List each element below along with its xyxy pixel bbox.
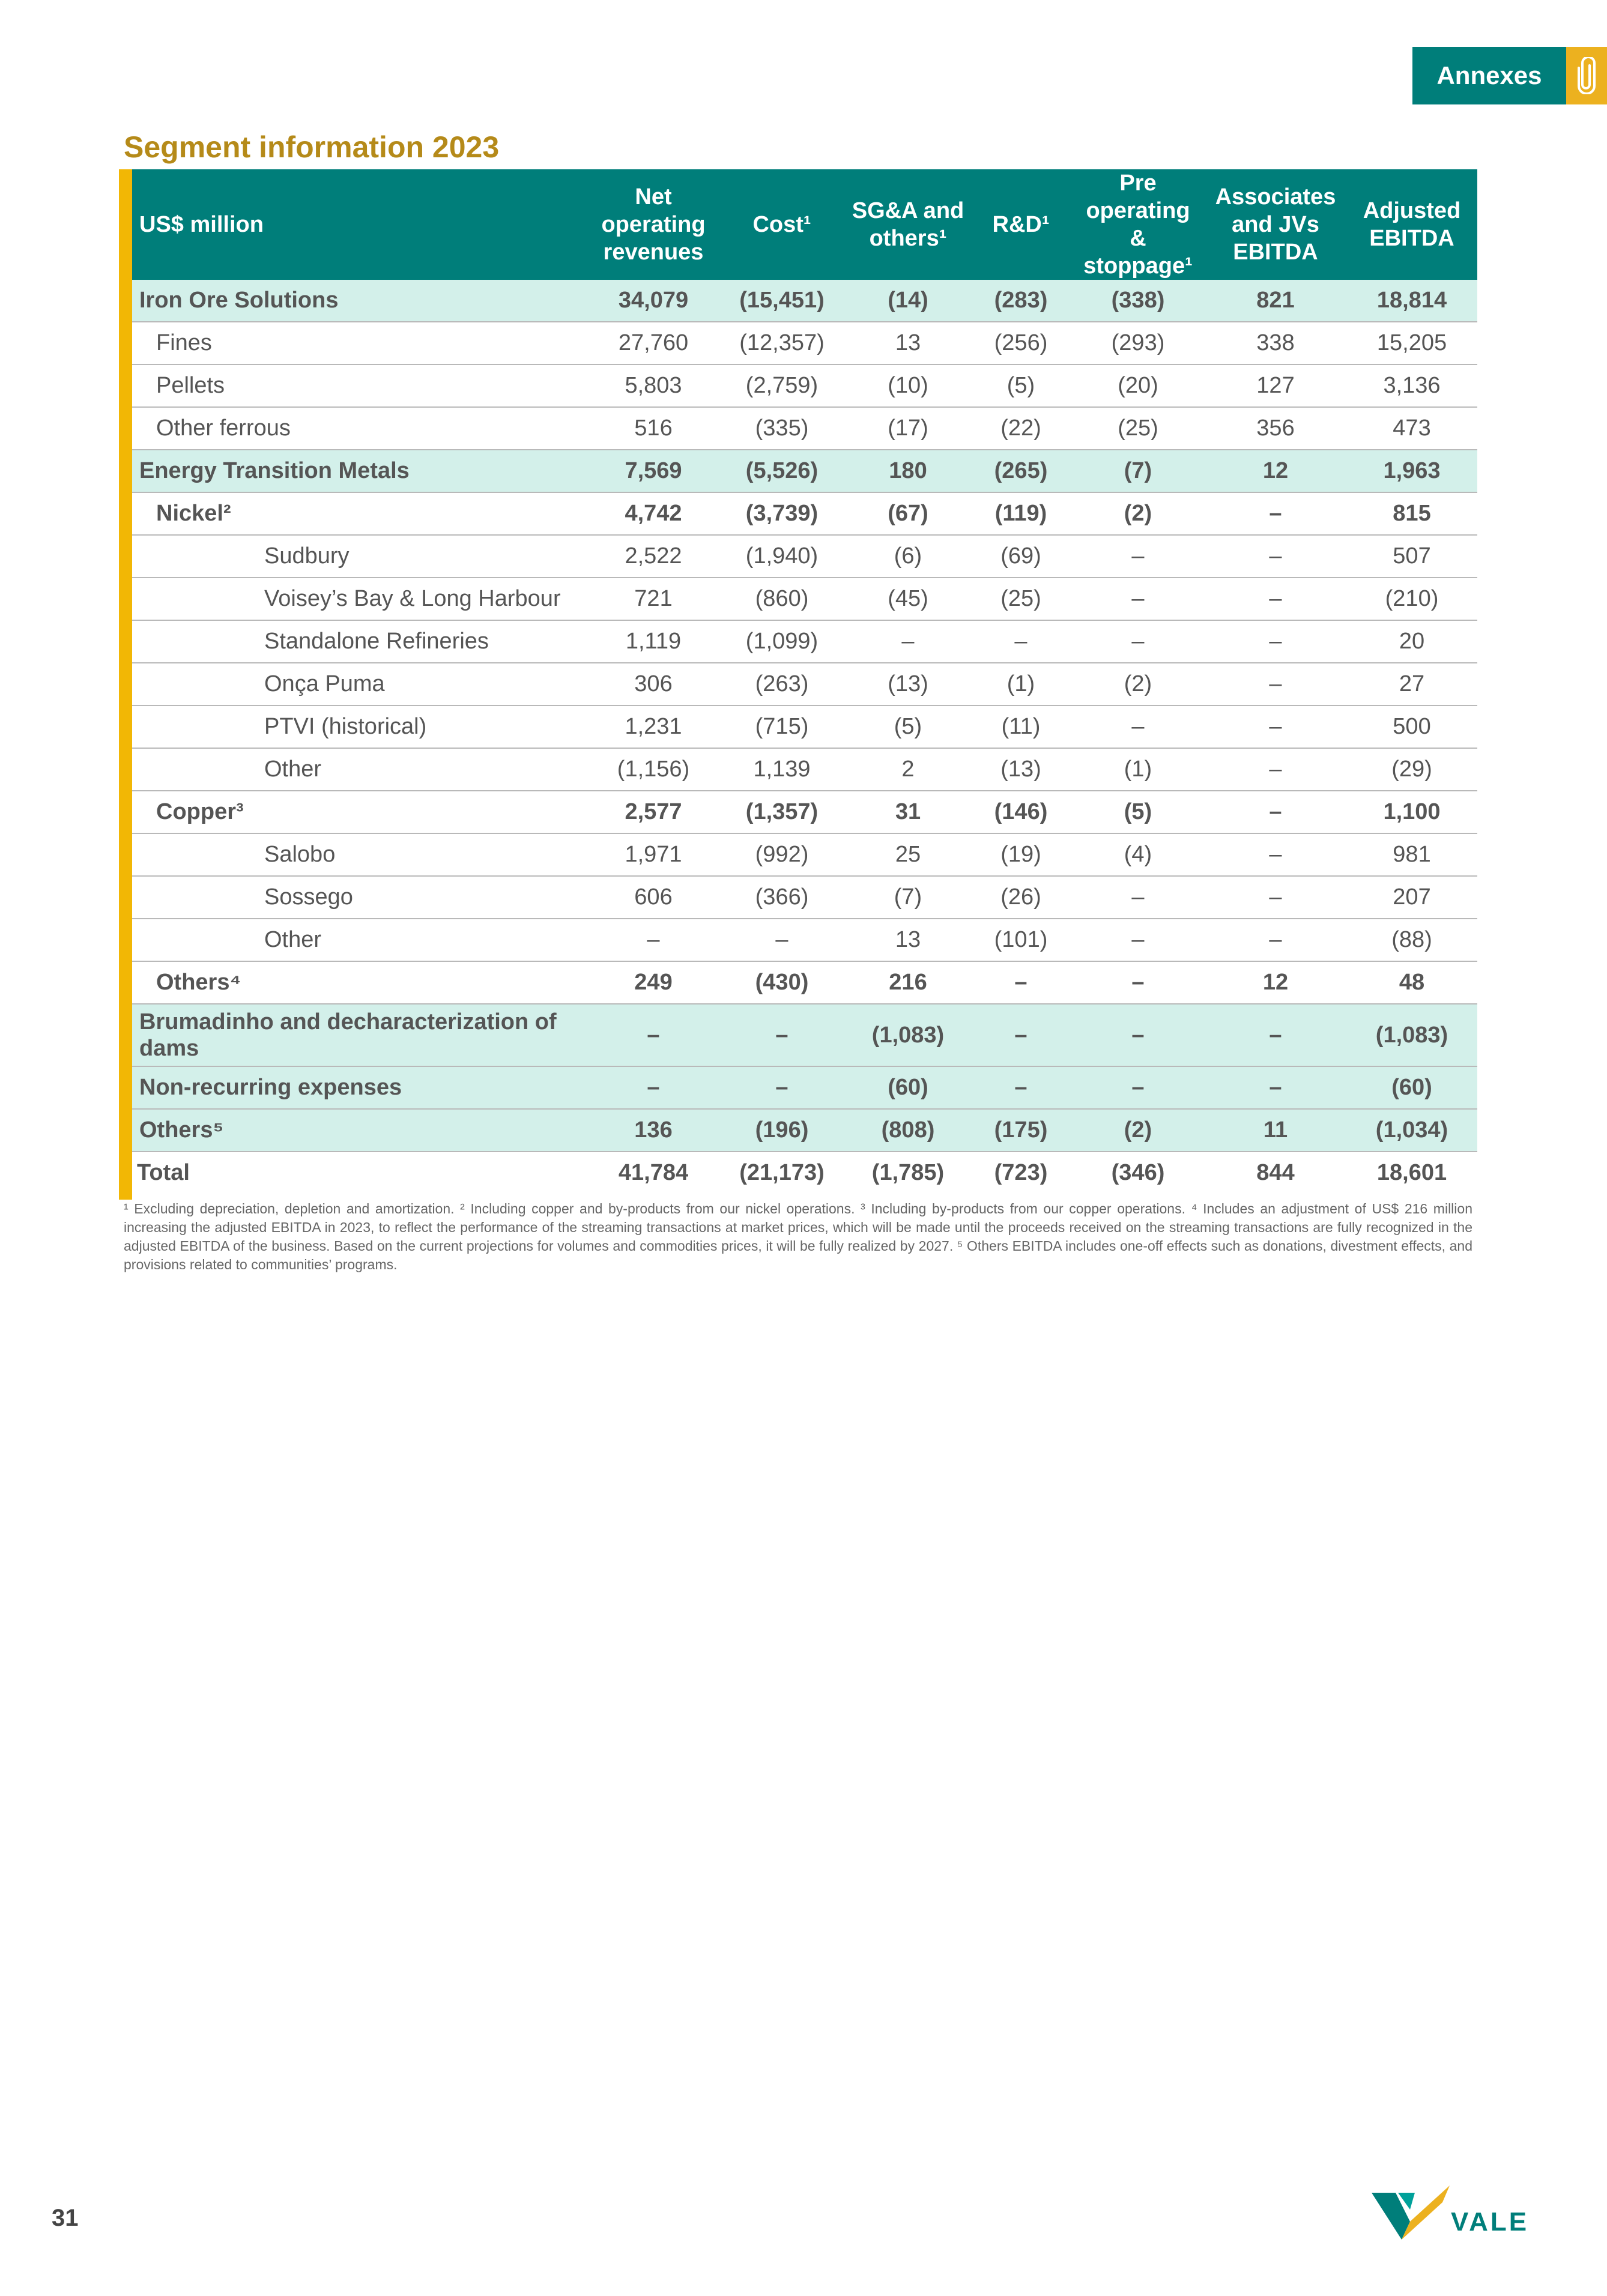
table-cell: 981: [1346, 833, 1477, 876]
row-label: Standalone Refineries: [132, 620, 589, 663]
row-label: Other: [132, 748, 589, 791]
vale-logo-text: VALE: [1451, 2207, 1530, 2237]
segment-table-body: [132, 280, 1477, 1194]
table-cell: (346): [1111, 1160, 1165, 1185]
table-cell: (2): [1071, 1109, 1205, 1152]
row-label: Copper³: [132, 791, 589, 833]
table-cell: (175): [970, 1109, 1071, 1152]
table-cell: (283): [970, 280, 1071, 322]
row-label: Other: [132, 919, 589, 961]
table-cell: 5,803: [589, 364, 718, 407]
table-cell: (25): [1071, 407, 1205, 450]
header-cell: Net operating revenues: [589, 169, 718, 280]
table-cell: 306: [589, 663, 718, 705]
row-label: Total: [137, 1160, 190, 1185]
table-cell: 2: [846, 748, 970, 791]
table-cell: 13: [846, 322, 970, 364]
table-cell: –: [1071, 876, 1205, 919]
row-label: PTVI (historical): [132, 705, 589, 748]
footnote: ¹ Excluding depreciation, depletion and amortization. ² Including copper and by-products from our nickel operations. ³ Including by-products from our copper operations. ⁴ Includes an adjustment of US$ 216 million increasing the adjusted EBITDA in 2023, to reflect the performance of the streaming transactions at market prices, which will be made until the proceeds received on the streaming transactions are fully recognized in the adjusted EBITDA of the business. Based on the current projections for volumes and commodities prices, it will be fully realized by 2027. ⁵ Others EBITDA includes one-off effects such as donations, divestment effects, and provisions related to communities’ programs.: [124, 1201, 1472, 1272]
table-cell: –: [1205, 1004, 1346, 1066]
row-label: Others⁴: [132, 961, 589, 1004]
page-title: Segment information 2023: [124, 130, 500, 164]
table-row: [132, 578, 1477, 620]
table-cell: –: [1205, 876, 1346, 919]
table-cell: –: [589, 1066, 718, 1109]
table-cell: (293): [1071, 322, 1205, 364]
table-cell: –: [1205, 833, 1346, 876]
header-cell: R&D¹: [970, 169, 1071, 280]
table-cell: –: [1205, 663, 1346, 705]
table-cell: 27: [1346, 663, 1477, 705]
table-cell: 12: [1205, 961, 1346, 1004]
table-cell: –: [1205, 492, 1346, 535]
table-cell: –: [589, 919, 718, 961]
table-cell: –: [1205, 535, 1346, 578]
table-cell: 844: [1256, 1160, 1295, 1185]
table-row: [132, 535, 1477, 578]
row-label: Onça Puma: [132, 663, 589, 705]
table-cell: 2,577: [589, 791, 718, 833]
table-cell: 4,742: [589, 492, 718, 535]
table-cell: (338): [1071, 280, 1205, 322]
table-cell: 356: [1205, 407, 1346, 450]
table-cell: (1): [970, 663, 1071, 705]
table-cell: (5): [970, 364, 1071, 407]
table-cell: (60): [1346, 1066, 1477, 1109]
table-cell: (7): [1071, 450, 1205, 492]
table-cell: 500: [1346, 705, 1477, 748]
table-cell: (1,083): [1346, 1004, 1477, 1066]
page-number: 31: [52, 2205, 79, 2231]
table-cell: 216: [846, 961, 970, 1004]
table-cell: (19): [970, 833, 1071, 876]
table-cell: (196): [718, 1109, 846, 1152]
header-cell: Adjusted EBITDA: [1346, 169, 1477, 280]
header-cell: US$ million: [132, 169, 589, 280]
table-cell: (13): [970, 748, 1071, 791]
row-label: Sossego: [132, 876, 589, 919]
table-cell: (6): [846, 535, 970, 578]
table-cell: (11): [970, 705, 1071, 748]
table-cell: –: [970, 1066, 1071, 1109]
table-cell: (2,759): [718, 364, 846, 407]
table-cell: 7,569: [589, 450, 718, 492]
row-label: Iron Ore Solutions: [132, 280, 589, 322]
row-label: Brumadinho and decharacterization of dams: [132, 1004, 589, 1066]
annexes-tab-accent: [1566, 47, 1607, 104]
table-cell: 15,205: [1346, 322, 1477, 364]
annexes-label: Annexes: [1436, 61, 1542, 89]
header-cell: Associates and JVs EBITDA: [1205, 169, 1346, 280]
table-cell: 1,119: [589, 620, 718, 663]
table-cell: –: [970, 961, 1071, 1004]
table-cell: 2,522: [589, 535, 718, 578]
table-cell: (2): [1071, 663, 1205, 705]
table-cell: (146): [970, 791, 1071, 833]
table-cell: –: [718, 1004, 846, 1066]
table-cell: –: [718, 1066, 846, 1109]
paperclip-icon: [1578, 57, 1596, 94]
table-cell: (101): [970, 919, 1071, 961]
table-cell: –: [1071, 1004, 1205, 1066]
table-cell: (1,785): [871, 1160, 945, 1185]
table-cell: 1,231: [589, 705, 718, 748]
table-cell: –: [1071, 535, 1205, 578]
table-cell: –: [1071, 1066, 1205, 1109]
table-cell: (335): [718, 407, 846, 450]
table-cell: 13: [846, 919, 970, 961]
table-cell: (808): [846, 1109, 970, 1152]
row-label: Non-recurring expenses: [132, 1066, 589, 1109]
table-cell: (1,156): [589, 748, 718, 791]
table-cell: (5): [1071, 791, 1205, 833]
table-cell: 821: [1205, 280, 1346, 322]
row-label: Other ferrous: [132, 407, 589, 450]
table-cell: 25: [846, 833, 970, 876]
row-label: Pellets: [132, 364, 589, 407]
table-cell: (210): [1346, 578, 1477, 620]
table-cell: (25): [970, 578, 1071, 620]
header-cell: SG&A and others¹: [846, 169, 970, 280]
table-cell: –: [1205, 620, 1346, 663]
row-label: Nickel²: [132, 492, 589, 535]
table-cell: –: [1205, 705, 1346, 748]
table-row: [132, 663, 1477, 705]
table-cell: (13): [846, 663, 970, 705]
segment-table: [132, 169, 1477, 1194]
table-cell: 31: [846, 791, 970, 833]
table-row: [132, 876, 1477, 919]
table-cell: –: [718, 919, 846, 961]
table-cell: 721: [589, 578, 718, 620]
table-cell: (22): [970, 407, 1071, 450]
table-cell: 20: [1346, 620, 1477, 663]
table-row: [132, 833, 1477, 876]
table-cell: 1,971: [589, 833, 718, 876]
table-cell: (1,083): [846, 1004, 970, 1066]
table-header-row: [132, 169, 1477, 280]
table-cell: 27,760: [589, 322, 718, 364]
table-cell: –: [1071, 919, 1205, 961]
table-row: [132, 364, 1477, 407]
table-cell: 249: [589, 961, 718, 1004]
table-cell: –: [970, 1004, 1071, 1066]
table-row: [132, 450, 1477, 492]
table-cell: (67): [846, 492, 970, 535]
table-cell: 1,139: [718, 748, 846, 791]
table-cell: (2): [1071, 492, 1205, 535]
table-cell: (21,173): [739, 1160, 825, 1185]
table-cell: (10): [846, 364, 970, 407]
table-cell: 207: [1346, 876, 1477, 919]
table-cell: –: [1205, 748, 1346, 791]
table-row: [132, 1109, 1477, 1152]
table-cell: 127: [1205, 364, 1346, 407]
table-cell: 180: [846, 450, 970, 492]
table-cell: (26): [970, 876, 1071, 919]
table-cell: 473: [1346, 407, 1477, 450]
table-cell: 606: [589, 876, 718, 919]
table-row: [132, 961, 1477, 1004]
table-row: [132, 1004, 1477, 1066]
table-cell: 516: [589, 407, 718, 450]
table-cell: 3,136: [1346, 364, 1477, 407]
table-cell: 1,100: [1346, 791, 1477, 833]
row-label: Voisey’s Bay & Long Harbour: [132, 578, 589, 620]
table-cell: (7): [846, 876, 970, 919]
table-cell: (265): [970, 450, 1071, 492]
table-cell: 48: [1346, 961, 1477, 1004]
table-cell: 11: [1205, 1109, 1346, 1152]
table-cell: 1,963: [1346, 450, 1477, 492]
header-cell: Cost¹: [718, 169, 846, 280]
table-cell: (263): [718, 663, 846, 705]
table-cell: (45): [846, 578, 970, 620]
table-row: [132, 919, 1477, 961]
table-cell: –: [1071, 961, 1205, 1004]
table-cell: (860): [718, 578, 846, 620]
table-cell: (1,357): [718, 791, 846, 833]
table-row: [132, 407, 1477, 450]
table-cell: (5,526): [718, 450, 846, 492]
table-cell: (4): [1071, 833, 1205, 876]
table-cell: 34,079: [589, 280, 718, 322]
table-cell: (17): [846, 407, 970, 450]
table-cell: –: [1071, 705, 1205, 748]
table-cell: –: [1205, 919, 1346, 961]
table-row: [132, 620, 1477, 663]
table-cell: (723): [994, 1160, 1048, 1185]
table-row: [132, 322, 1477, 364]
table-cell: 338: [1205, 322, 1346, 364]
table-cell: 18,601: [1376, 1160, 1447, 1185]
table-cell: –: [1071, 620, 1205, 663]
table-cell: –: [846, 620, 970, 663]
table-cell: (992): [718, 833, 846, 876]
table-cell: (29): [1346, 748, 1477, 791]
table-cell: (15,451): [718, 280, 846, 322]
table-cell: –: [1205, 1066, 1346, 1109]
row-label: Energy Transition Metals: [132, 450, 589, 492]
row-label: Others⁵: [132, 1109, 589, 1152]
table-cell: 18,814: [1346, 280, 1477, 322]
table-cell: (5): [846, 705, 970, 748]
table-cell: (366): [718, 876, 846, 919]
table-cell: 12: [1205, 450, 1346, 492]
table-cell: (1,034): [1346, 1109, 1477, 1152]
table-cell: (69): [970, 535, 1071, 578]
table-cell: (715): [718, 705, 846, 748]
table-cell: (3,739): [718, 492, 846, 535]
table-accent-bar: [119, 169, 132, 1200]
table-cell: (1,940): [718, 535, 846, 578]
header-cell: Pre operating & stoppage¹: [1071, 169, 1205, 280]
table-cell: –: [1205, 791, 1346, 833]
row-label: Salobo: [132, 833, 589, 876]
table-row: [132, 1152, 1477, 1194]
table-cell: (12,357): [718, 322, 846, 364]
table-cell: –: [1205, 578, 1346, 620]
row-label: Sudbury: [132, 535, 589, 578]
table-cell: 815: [1346, 492, 1477, 535]
table-cell: 136: [589, 1109, 718, 1152]
table-cell: 507: [1346, 535, 1477, 578]
table-cell: (1): [1071, 748, 1205, 791]
table-cell: –: [1071, 578, 1205, 620]
table-cell: –: [589, 1004, 718, 1066]
table-cell: 41,784: [618, 1160, 689, 1185]
table-cell: (60): [846, 1066, 970, 1109]
table-cell: (88): [1346, 919, 1477, 961]
row-label: Fines: [132, 322, 589, 364]
table-cell: (20): [1071, 364, 1205, 407]
table-cell: (1,099): [718, 620, 846, 663]
table-cell: –: [970, 620, 1071, 663]
annexes-tab[interactable]: [1412, 47, 1566, 104]
table-row: [132, 280, 1477, 322]
table-cell: (430): [718, 961, 846, 1004]
table-row: [132, 748, 1477, 791]
table-row: [132, 492, 1477, 535]
table-cell: (14): [846, 280, 970, 322]
table-row: [132, 791, 1477, 833]
table-row: [132, 705, 1477, 748]
table-cell: (256): [970, 322, 1071, 364]
table-row: [132, 1066, 1477, 1109]
table-cell: (119): [970, 492, 1071, 535]
